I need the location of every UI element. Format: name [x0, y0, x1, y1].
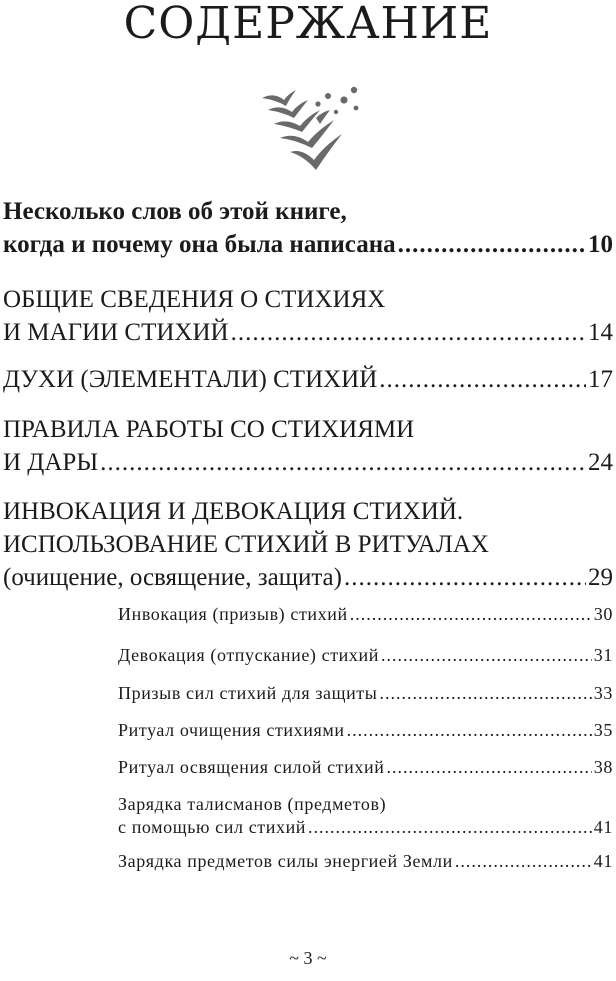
dot-leader: [350, 603, 592, 626]
toc-entry-line: [118, 719, 613, 742]
toc-page-number: 41: [593, 851, 613, 871]
toc-entry-line: [118, 644, 613, 667]
toc-entry-text: Инвокация (призыв) стихий: [118, 604, 348, 624]
toc-subentry: [118, 719, 613, 742]
toc-entry-line: [3, 195, 613, 228]
toc-subentry: [118, 756, 613, 779]
toc-entry-line: [3, 316, 613, 349]
toc-entry-line: [118, 682, 613, 705]
toc-page-number: 38: [593, 757, 613, 777]
toc-entry: [3, 495, 613, 594]
dot-leader: [231, 316, 586, 349]
toc-entry-text: Девокация (отпускание) стихий: [118, 645, 379, 665]
toc-entry-text: ОБЩИЕ СВЕДЕНИЯ О СТИХИЯХ: [3, 286, 386, 313]
dot-leader: [381, 644, 592, 667]
dot-leader: [308, 816, 592, 839]
dot-leader: [344, 561, 586, 594]
page-number: ~ 3 ~: [289, 948, 327, 968]
toc-entry-text: когда и почему она была написана: [3, 231, 396, 258]
toc-entry-line: [3, 363, 613, 396]
toc-entry-line: [118, 756, 613, 779]
toc-entry-text: Призыв сил стихий для защиты: [118, 683, 378, 703]
toc-entry-text: И МАГИИ СТИХИЙ: [3, 319, 229, 346]
toc-entry-text: Ритуал освящения силой стихий: [118, 757, 385, 777]
toc-entry-line: [3, 446, 613, 479]
toc-entry-text: Зарядка талисманов (предметов): [118, 794, 387, 814]
toc-entry: [3, 283, 613, 349]
toc-entry-line: [3, 528, 613, 561]
toc-page-number: 17: [588, 366, 613, 393]
toc-entry-text: ИНВОКАЦИЯ И ДЕВОКАЦИЯ СТИХИЙ.: [3, 498, 464, 525]
toc-entry-text: Ритуал очищения стихиями: [118, 720, 345, 740]
toc-entry-line: [118, 850, 613, 873]
toc-subentry: [118, 682, 613, 705]
dot-leader: [386, 756, 591, 779]
page-title: СОДЕРЖАНИЕ: [123, 0, 493, 49]
toc-subentry: [118, 644, 613, 667]
toc-entry-text: (очищение, освящение, защита): [3, 564, 342, 591]
dot-leader: [347, 719, 592, 742]
toc-entry: [3, 413, 613, 479]
toc-entry-line: [3, 561, 613, 594]
dot-leader: [379, 682, 591, 705]
toc-page-number: 30: [593, 604, 613, 624]
toc-subentry: [118, 603, 613, 626]
toc-page-number: 10: [588, 231, 613, 258]
toc-entry-text: И ДАРЫ: [3, 449, 99, 476]
toc-entry-text: Зарядка предметов силы энергией Земли: [118, 851, 453, 871]
toc-entry-text: ДУХИ (ЭЛЕМЕНТАЛИ) СТИХИЙ: [3, 366, 378, 393]
toc-page-number: 24: [588, 449, 613, 476]
toc-entry-line: [118, 816, 613, 839]
toc-page-number: 35: [593, 720, 613, 740]
toc-entry-line: [3, 283, 613, 316]
toc-entry-text: ПРАВИЛА РАБОТЫ СО СТИХИЯМИ: [3, 416, 415, 443]
dot-leader: [100, 446, 586, 479]
toc-entry-line: [118, 603, 613, 626]
toc-subentry: [118, 850, 613, 873]
toc-page-number: 31: [593, 645, 613, 665]
toc-entry-text: ИСПОЛЬЗОВАНИЕ СТИХИЙ В РИТУАЛАХ: [3, 531, 489, 558]
toc-entry-text: с помощью сил стихий: [118, 817, 307, 837]
toc-entry: [3, 195, 613, 261]
toc-entry-text: Несколько слов об этой книге,: [3, 198, 347, 225]
toc-page-number: 33: [593, 683, 613, 703]
toc-entry-line: [3, 495, 613, 528]
toc-page-number: 29: [588, 564, 613, 591]
toc-subentry: [118, 793, 613, 839]
dot-leader: [398, 228, 586, 261]
toc-entry: [3, 363, 613, 396]
dot-leader: [379, 363, 586, 396]
dot-leader: [455, 850, 592, 873]
toc-entry-line: [118, 793, 613, 816]
toc-page-number: 14: [588, 319, 613, 346]
toc-entry-line: [3, 228, 613, 261]
toc-page-number: 41: [593, 817, 613, 837]
toc-entry-line: [3, 413, 613, 446]
